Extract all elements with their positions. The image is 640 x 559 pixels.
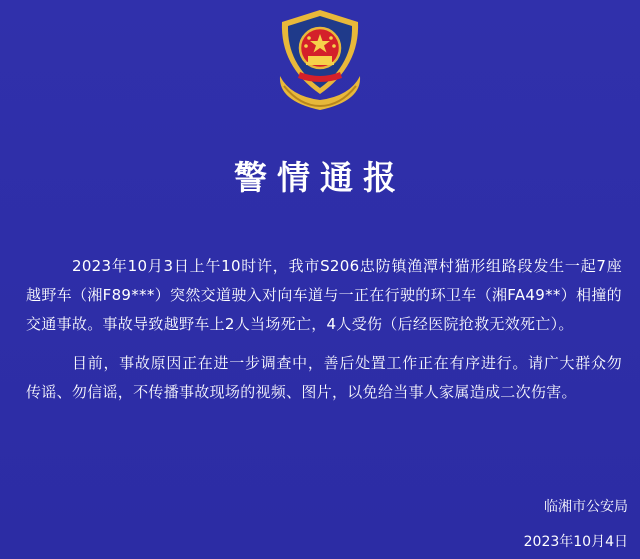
issue-date: 2023年10月4日 <box>523 534 628 550</box>
notice-paragraph-1: 2023年10月3日上午10时许，我市S206忠防镇渔潭村猫形组路段发生一起7座越野车（湘F89***）突然交道驶入对向车道与一正在行驶的环卫车（湘FA49**）相撞的交通事故。事故导致越野车上2人当场死亡，4人受伤（后经医院抢救无效死亡）。 <box>26 257 622 333</box>
notice-paragraph-2: 目前，事故原因正在进一步调查中，善后处置工作正在有序进行。请广大群众勿传谣、勿信谣，不传播事故现场的视频、图片，以免给当事人家属造成二次伤害。 <box>26 354 622 401</box>
notice-title: 警情通报 <box>234 158 406 197</box>
police-emblem-icon <box>270 6 370 116</box>
issuer-signature: 临湘市公安局 <box>544 499 628 515</box>
